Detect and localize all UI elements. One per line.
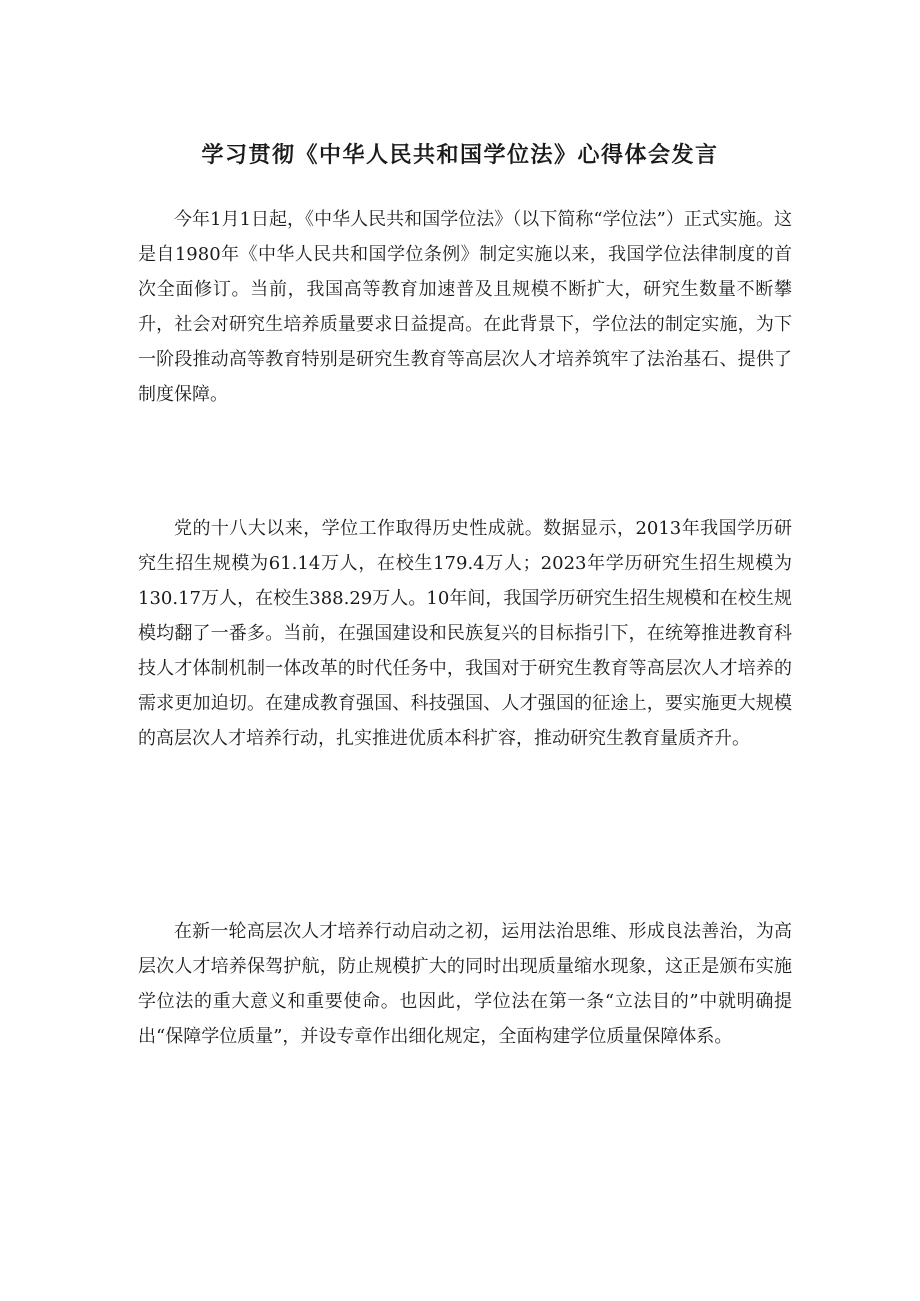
paragraph-1: 今年1月1日起，《中华人民共和国学位法》（以下简称“学位法”）正式实施。这是自1980年《中华人民共和国学位条例》制定实施以来，我国学位法律制度的首次全面修订。当前，我国高等教育加速普及且规模不断扩大，研究生数量不断攀升，社会对研究生培养质量要求日益提高。在此背景下，学位法的制定实施，为下一阶段推动高等教育特别是研究生教育等高层次人才培养筑牢了法治基石、提供了制度保障。: [138, 209, 792, 405]
paragraph-3: 在新一轮高层次人才培养行动启动之初，运用法治思维、形成良法善治，为高层次人才培养保驾护航，防止规模扩大的同时出现质量缩水现象，这正是颁布实施学位法的重大意义和重要使命。也因此，学位法在第一条“立法目的”中就明确提出“保障学位质量”，并设专章作出细化规定，全面构建学位质量保障体系。: [138, 921, 792, 1047]
paragraph-2: 党的十八大以来，学位工作取得历史性成就。数据显示，2013年我国学历研究生招生规模为61.14万人，在校生179.4万人；2023年学历研究生招生规模为130.17万人，在校生388.29万人。10年间，我国学历研究生招生规模和在校生规模均翻了一番多。当前，在强国建设和民族复兴的目标指引下，在统筹推进教育科技人才体制机制一体改革的时代任务中，我国对于研究生教育等高层次人才培养的需求更加迫切。在建成教育强国、科技强国、人才强国的征途上，要实施更大规模的高层次人才培养行动，扎实推进优质本科扩容，推动研究生教育量质齐升。: [138, 518, 792, 749]
document-title: 学习贯彻《中华人民共和国学位法》心得体会发言: [201, 142, 719, 168]
